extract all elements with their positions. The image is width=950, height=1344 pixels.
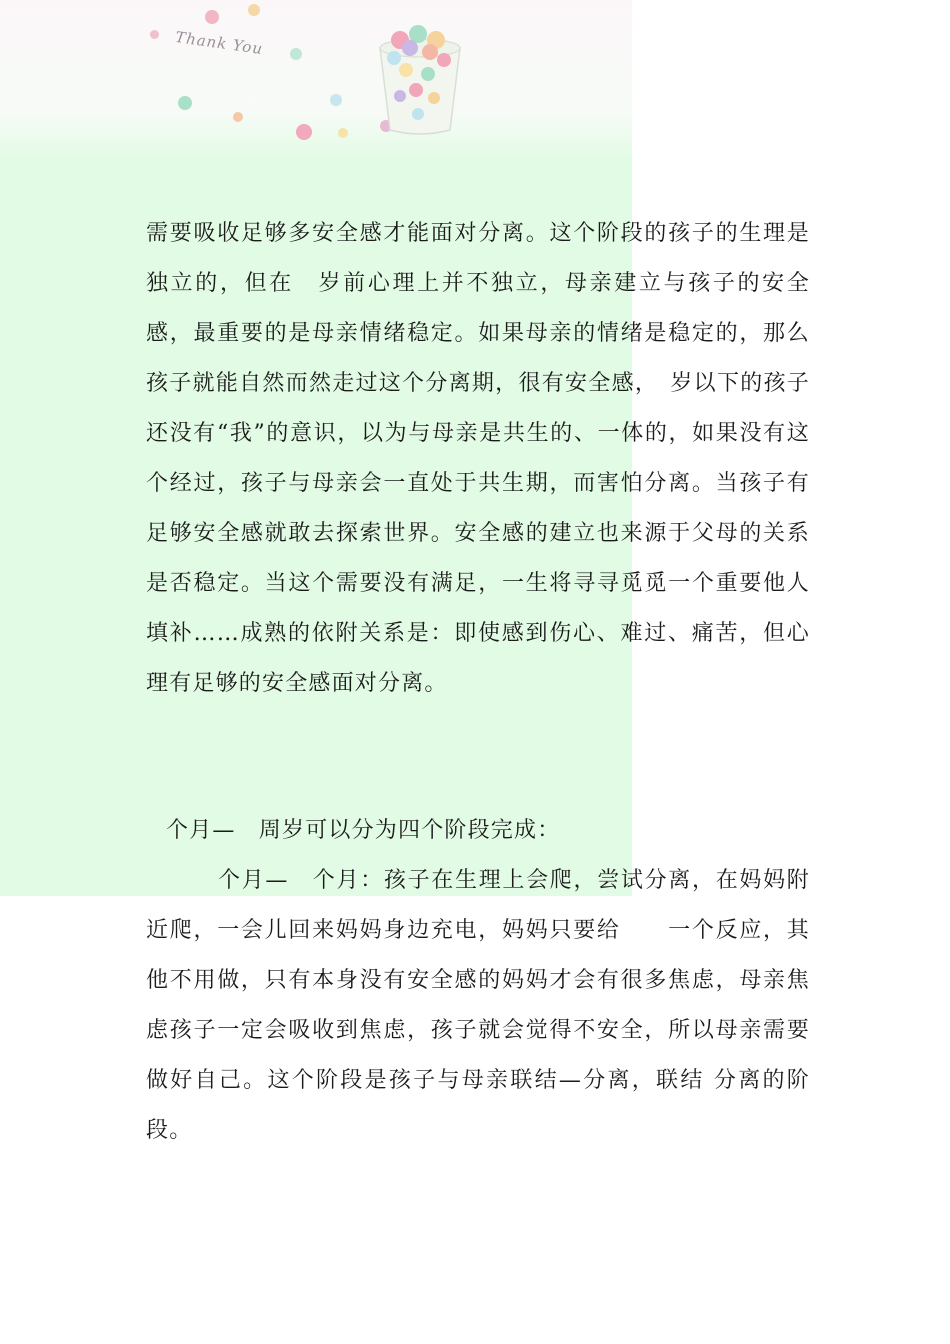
- candy-dot: [290, 48, 302, 60]
- candy-dot: [330, 94, 342, 106]
- banner-script-text: Thank You: [174, 27, 265, 59]
- paragraph-attachment-separation: 需要吸收足够多安全感才能面对分离。这个阶段的孩子的生理是独立的，但在 岁前心理上并不独立，母亲建立与孩子的安全感，最重要的是母亲情绪稳定。如果母亲的情绪是稳定的，那么孩子就能自然而然走过这个分离期，很有安全感， 岁以下的孩子还没有“我”的意识，以为与母亲是共生的、一体的，如果没有这个经过，孩子与母亲会一直处于共生期，而害怕分离。当孩子有足够安全感就敢去探索世界。安全感的建立也来源于父母的关系是否稳定。当这个需要没有满足，一生将寻寻觅觅一个重要他人填补……成熟的依附关系是：即使感到伤心、难过、痛苦，但心理有足够的安全感面对分离。: [146, 221, 810, 696]
- candy-dot: [178, 96, 192, 110]
- candy-cup-icon: [370, 18, 470, 136]
- candy-dot: [248, 4, 260, 16]
- candy-dot: [338, 128, 348, 138]
- header-banner-image: [0, 0, 632, 160]
- candy-dot: [233, 112, 243, 122]
- candy-dot: [205, 10, 219, 24]
- candy-dot: [150, 30, 159, 39]
- candy-dot: [296, 124, 312, 140]
- section-heading-stages: 个月— 周岁可以分为四个阶段完成：: [166, 818, 561, 843]
- paragraph-stage-one: 个月— 个月：孩子在生理上会爬，尝试分离，在妈妈附近爬，一会儿回来妈妈身边充电，妈妈只要给 一个反应，其他不用做，只有本身没有安全感的妈妈才会有很多焦虑，母亲焦虑孩子一定会吸收到焦虑，孩子就会觉得不安全，所以母亲需要做好自己。这个阶段是孩子与母亲联结—分离，联结 分离的阶段。: [146, 868, 810, 1143]
